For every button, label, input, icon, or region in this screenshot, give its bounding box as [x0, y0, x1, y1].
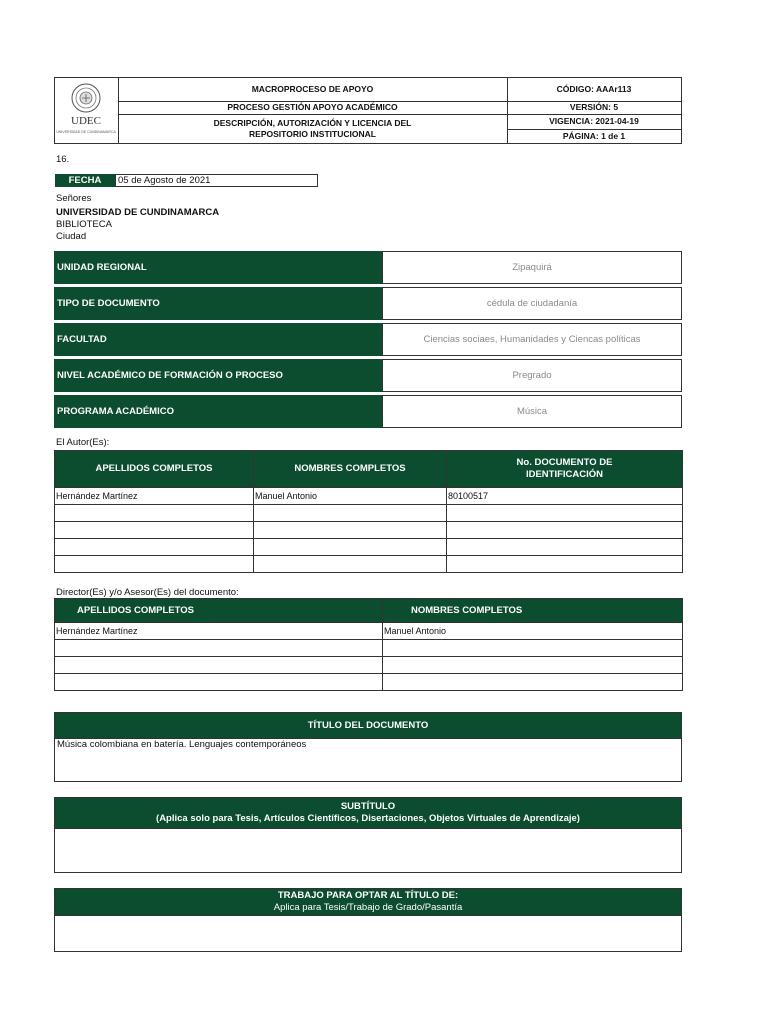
cell-apellidos[interactable]: [55, 505, 254, 522]
table-row: [55, 623, 683, 640]
cell-apellidos[interactable]: Hernández Martínez: [55, 488, 254, 505]
subtitulo-header-line2: (Aplica solo para Tesis, Artículos Científicos, Disertaciones, Objetos Virtuales de Aprendizaje): [156, 813, 580, 824]
field-value[interactable]: Zipaquirá: [382, 251, 682, 284]
descripcion-label: [118, 114, 507, 143]
col-apellidos: APELLIDOS COMPLETOS: [55, 451, 254, 488]
cell-apellidos[interactable]: Hernández Martínez: [55, 623, 383, 640]
proceso-label: PROCESO GESTIÓN APOYO ACADÉMICO: [227, 102, 398, 112]
directors-caption: Director(Es) y/o Asesor(Es) del documento:: [56, 587, 239, 598]
fecha-field[interactable]: 05 de Agosto de 2021: [115, 174, 318, 187]
logo-subtext: UNIVERSIDAD DE CUNDINAMARCA: [56, 130, 116, 134]
macroproceso-label: MACROPROCESO DE APOYO: [251, 84, 374, 94]
cell-nombres[interactable]: [254, 505, 447, 522]
codigo-label: CÓDIGO: AAAr113: [556, 84, 632, 94]
cell-documento[interactable]: 80100517: [447, 488, 683, 505]
cell-apellidos[interactable]: [55, 640, 383, 657]
subtitulo-section: [54, 797, 682, 873]
authors-table: [54, 450, 683, 573]
fecha-label: FECHA: [55, 174, 115, 187]
cell-documento[interactable]: [447, 522, 683, 539]
table-row: [55, 488, 683, 505]
cell-apellidos[interactable]: [55, 522, 254, 539]
cell-nombres[interactable]: [254, 539, 447, 556]
document-header: [54, 77, 682, 144]
descripcion-line2: REPOSITORIO INSTITUCIONAL: [249, 128, 376, 139]
descripcion-line1: DESCRIPCIÓN, AUTORIZACIÓN Y LICENCIA DEL: [213, 117, 412, 128]
cell-apellidos[interactable]: [55, 539, 254, 556]
cell-apellidos[interactable]: [55, 556, 254, 573]
addressee-salutation: Señores: [56, 193, 92, 204]
field-row-programa-academico: [54, 395, 682, 428]
cell-nombres[interactable]: Manuel Antonio: [254, 488, 447, 505]
col-documento-line1: No. DOCUMENTO DE: [516, 457, 613, 468]
logo-text: UDEC: [71, 115, 101, 127]
cell-nombres[interactable]: [254, 522, 447, 539]
table-row: [55, 522, 683, 539]
table-row: [55, 556, 683, 573]
cell-nombres[interactable]: [383, 674, 683, 691]
col-documento-line2: IDENTIFICACIÓN: [525, 469, 604, 480]
pagina-label: PÁGINA: 1 de 1: [562, 130, 626, 141]
field-label: TIPO DE DOCUMENTO: [54, 287, 382, 320]
field-row-tipo-documento: [54, 287, 682, 320]
cell-nombres[interactable]: Manuel Antonio: [383, 623, 683, 640]
field-value[interactable]: cédula de ciudadanía: [382, 287, 682, 320]
trabajo-header: [55, 889, 681, 915]
addressee-university: UNIVERSIDAD DE CUNDINAMARCA: [56, 207, 220, 218]
field-row-unidad-regional: [54, 251, 682, 284]
field-row-facultad: [54, 323, 682, 356]
university-seal-icon: [55, 78, 118, 143]
table-row: [55, 640, 683, 657]
table-row: [55, 657, 683, 674]
field-value[interactable]: Ciencias sociaes, Humanidades y Ciencas políticas: [382, 323, 682, 356]
addressee-department: BIBLIOTECA: [56, 219, 112, 230]
vigencia-label: VIGENCIA: 2021-04-19: [549, 116, 639, 126]
field-label: NIVEL ACADÉMICO DE FORMACIÓN O PROCESO: [54, 359, 382, 392]
field-row-nivel-academico: [54, 359, 682, 392]
cell-nombres[interactable]: [383, 657, 683, 674]
trabajo-section: [54, 888, 682, 952]
version-label: VERSIÓN: 5: [569, 102, 619, 112]
cell-apellidos[interactable]: [55, 674, 383, 691]
field-label: UNIDAD REGIONAL: [54, 251, 382, 284]
cell-documento[interactable]: [447, 539, 683, 556]
trabajo-header-line1: TRABAJO PARA OPTAR AL TÍTULO DE:: [277, 890, 459, 901]
table-row: [55, 674, 683, 691]
subtitulo-header-line1: SUBTÍTULO: [340, 801, 396, 812]
col-documento: [447, 451, 683, 488]
subtitulo-header: [55, 798, 681, 828]
item-number: 16.: [56, 154, 70, 165]
titulo-header: TÍTULO DEL DOCUMENTO: [55, 713, 681, 738]
addressee-city: Ciudad: [56, 231, 87, 242]
cell-apellidos[interactable]: [55, 657, 383, 674]
col-apellidos: APELLIDOS COMPLETOS: [55, 599, 383, 623]
cell-documento[interactable]: [447, 556, 683, 573]
field-label: FACULTAD: [54, 323, 382, 356]
field-value[interactable]: Música: [382, 395, 682, 428]
table-row: [55, 505, 683, 522]
cell-documento[interactable]: [447, 505, 683, 522]
table-row: [55, 539, 683, 556]
titulo-field[interactable]: Música colombiana en batería. Lenguajes contemporáneos: [55, 738, 681, 751]
authors-caption: El Autor(Es):: [56, 437, 110, 448]
field-value[interactable]: Pregrado: [382, 359, 682, 392]
trabajo-header-line2: Aplica para Tesis/Trabajo de Grado/Pasantía: [273, 902, 463, 913]
field-label: PROGRAMA ACADÉMICO: [54, 395, 382, 428]
cell-nombres[interactable]: [383, 640, 683, 657]
titulo-section: [54, 712, 682, 782]
subtitulo-field[interactable]: [55, 828, 681, 873]
cell-nombres[interactable]: [254, 556, 447, 573]
col-nombres: NOMBRES COMPLETOS: [254, 451, 447, 488]
logo-cell: [55, 78, 119, 143]
trabajo-field[interactable]: [55, 915, 681, 952]
col-nombres: NOMBRES COMPLETOS: [383, 599, 683, 623]
directors-table: [54, 598, 683, 691]
